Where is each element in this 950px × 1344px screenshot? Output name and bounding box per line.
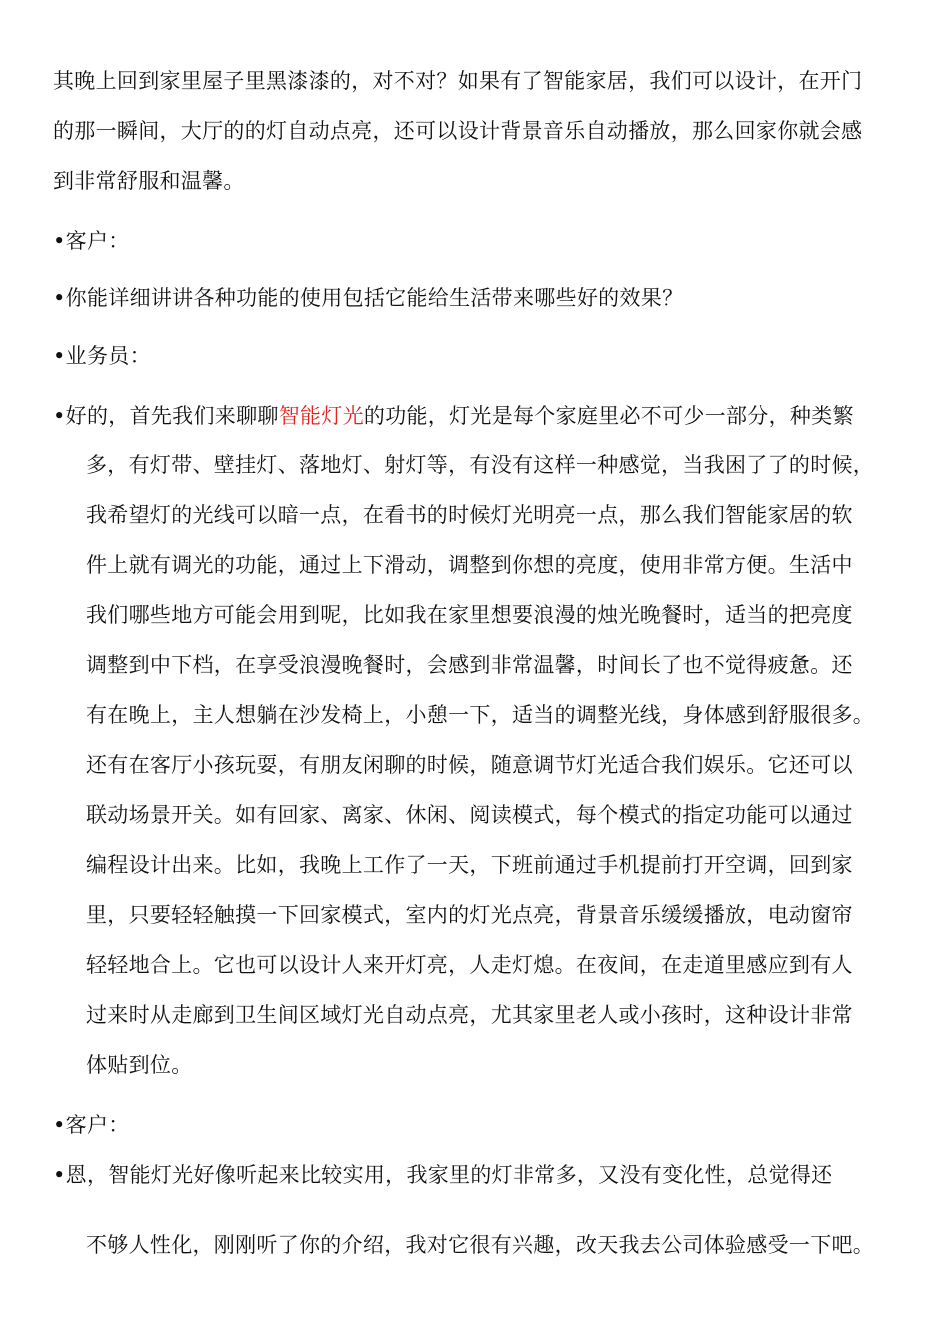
salesperson-answer-line-2: 多，有灯带、壁挂灯、落地灯、射灯等，有没有这样一种感觉，当我困了了的时候，	[86, 453, 875, 477]
customer-question: •你能详细讲讲各种功能的使用包括它能给生活带来哪些好的效果？	[53, 286, 684, 310]
salesperson-answer-line-6: 调整到中下档，在享受浪漫晚餐时，会感到非常温馨，时间长了也不觉得疲惫。还	[86, 653, 853, 677]
intro-line-3: 到非常舒服和温馨。	[53, 169, 245, 193]
speaker-label-customer-2: •客户：	[53, 1113, 130, 1137]
salesperson-answer-line-3: 我希望灯的光线可以暗一点，在看书的时候灯光明亮一点，那么我们智能家居的软	[86, 503, 853, 527]
intro-line-1: 其晚上回到家里屋子里黑漆漆的，对不对？如果有了智能家居，我们可以设计，在开门	[53, 69, 863, 93]
salesperson-answer-line-14: 体贴到位。	[86, 1053, 193, 1077]
answer-prefix: •好的，首先我们来聊聊	[53, 404, 279, 428]
salesperson-answer-line-9: 联动场景开关。如有回家、离家、休闲、阅读模式，每个模式的指定功能可以通过	[86, 803, 853, 827]
salesperson-answer-line-1	[53, 403, 854, 429]
speaker-label-customer: •客户：	[53, 229, 130, 253]
salesperson-answer-line-12: 轻轻地合上。它也可以设计人来开灯亮，人走灯熄。在夜间，在走道里感应到有人	[86, 953, 853, 977]
highlight-smart-lighting: 智能灯光	[278, 404, 364, 428]
intro-line-2: 的那一瞬间，大厅的的灯自动点亮，还可以设计背景音乐自动播放，那么回家你就会感	[53, 119, 863, 143]
customer-reply-line-2: 不够人性化，刚刚听了你的介绍，我对它很有兴趣，改天我去公司体验感受一下吧。	[86, 1233, 875, 1257]
salesperson-answer-line-11: 里，只要轻轻触摸一下回家模式，室内的灯光点亮，背景音乐缓缓播放，电动窗帘	[86, 903, 853, 927]
salesperson-answer-line-8: 还有在客厅小孩玩耍，有朋友闲聊的时候，随意调节灯光适合我们娱乐。它还可以	[86, 753, 853, 777]
salesperson-answer-line-7: 有在晚上，主人想躺在沙发椅上，小憩一下，适当的调整光线，身体感到舒服很多。	[86, 703, 875, 727]
customer-reply-line-1: •恩，智能灯光好像听起来比较实用，我家里的灯非常多，又没有变化性，总觉得还	[53, 1163, 833, 1187]
salesperson-answer-line-4: 件上就有调光的功能，通过上下滑动，调整到你想的亮度，使用非常方便。生活中	[86, 553, 853, 577]
salesperson-answer-line-5: 我们哪些地方可能会用到呢，比如我在家里想要浪漫的烛光晚餐时，适当的把亮度	[86, 603, 853, 627]
speaker-label-salesperson: •业务员：	[53, 344, 151, 368]
salesperson-answer-line-10: 编程设计出来。比如，我晚上工作了一天，下班前通过手机提前打开空调，回到家	[86, 853, 853, 877]
salesperson-answer-line-13: 过来时从走廊到卫生间区域灯光自动点亮，尤其家里老人或小孩时，这种设计非常	[86, 1003, 853, 1027]
answer-suffix: 的功能，灯光是每个家庭里必不可少一部分，种类繁	[363, 404, 854, 428]
